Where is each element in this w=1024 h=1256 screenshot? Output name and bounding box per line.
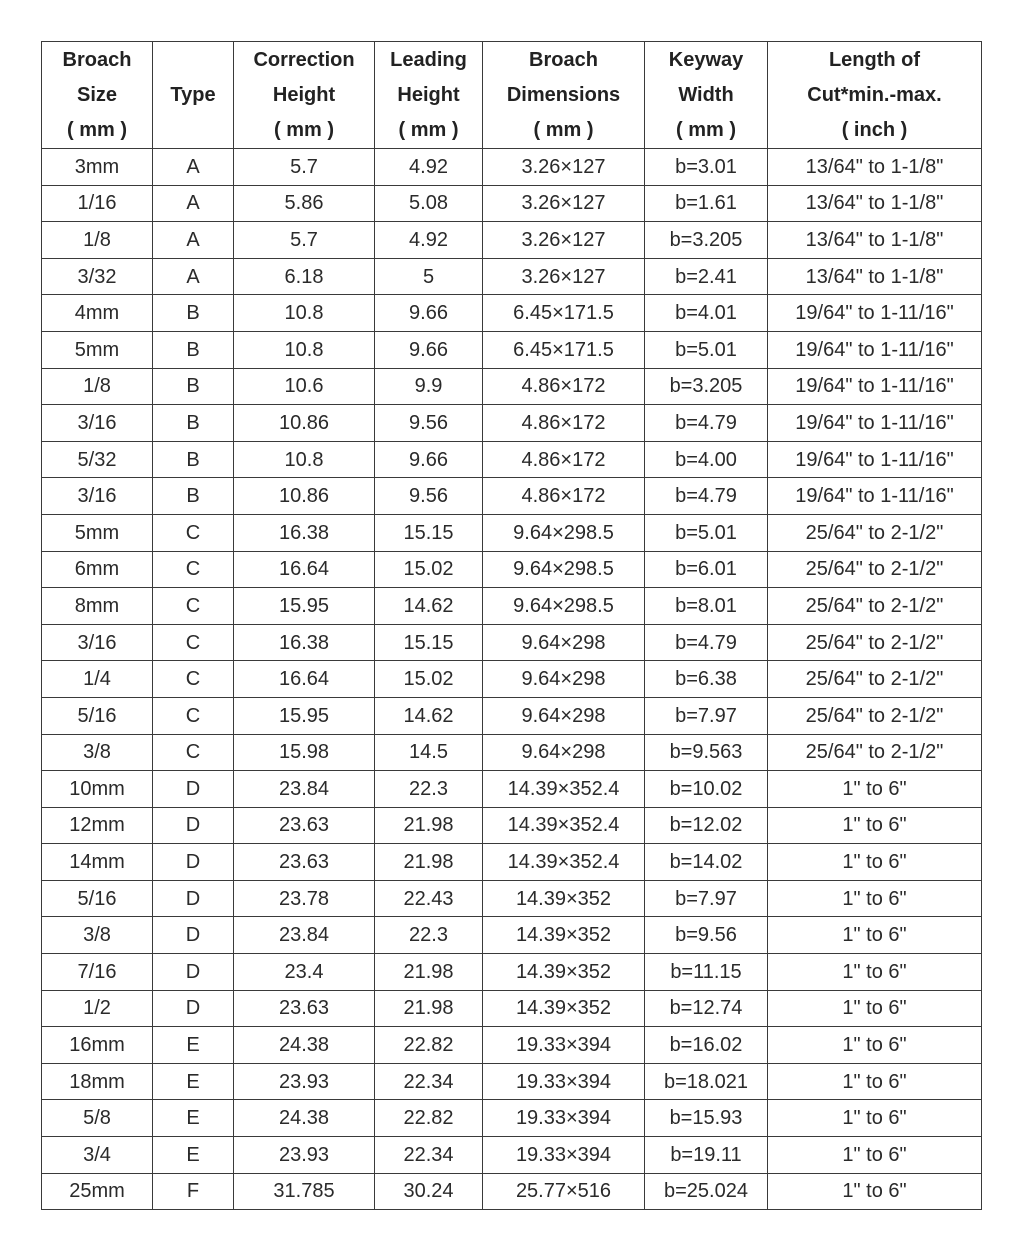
cell-cut: 19/64" to 1-11/16" [768, 478, 982, 515]
column-header-line: ( mm ) [533, 118, 594, 141]
cell-dims: 19.33×394 [483, 1137, 645, 1174]
cell-cut: 1" to 6" [768, 771, 982, 808]
cell-size: 5mm [42, 331, 153, 368]
cell-size: 10mm [42, 771, 153, 808]
column-header-line: Keyway [668, 48, 744, 71]
cell-dims: 9.64×298.5 [483, 588, 645, 625]
cell-correction: 10.8 [234, 331, 375, 368]
cell-leading: 9.9 [375, 368, 483, 405]
cell-type: D [153, 771, 234, 808]
column-header-dims [483, 42, 645, 149]
cell-correction: 16.38 [234, 624, 375, 661]
table-row [42, 185, 982, 222]
cell-keyway: b=15.93 [645, 1100, 768, 1137]
cell-dims: 9.64×298.5 [483, 514, 645, 551]
table-header [42, 42, 982, 149]
cell-cut: 1" to 6" [768, 1063, 982, 1100]
cell-correction: 23.78 [234, 880, 375, 917]
cell-leading: 9.56 [375, 478, 483, 515]
cell-leading: 14.62 [375, 588, 483, 625]
cell-dims: 14.39×352 [483, 990, 645, 1027]
column-header-keyway [645, 42, 768, 149]
cell-leading: 14.62 [375, 697, 483, 734]
column-header-line: Dimensions [506, 83, 621, 106]
cell-dims: 25.77×516 [483, 1173, 645, 1210]
cell-cut: 19/64" to 1-11/16" [768, 331, 982, 368]
cell-dims: 3.26×127 [483, 258, 645, 295]
cell-cut: 25/64" to 2-1/2" [768, 551, 982, 588]
column-header-line: ( inch ) [841, 118, 908, 141]
cell-cut: 25/64" to 2-1/2" [768, 588, 982, 625]
cell-keyway: b=7.97 [645, 880, 768, 917]
cell-size: 1/4 [42, 661, 153, 698]
cell-type: C [153, 661, 234, 698]
cell-size: 3/16 [42, 624, 153, 661]
cell-keyway: b=12.74 [645, 990, 768, 1027]
cell-dims: 3.26×127 [483, 149, 645, 186]
cell-cut: 25/64" to 2-1/2" [768, 514, 982, 551]
cell-type: D [153, 990, 234, 1027]
table-row [42, 295, 982, 332]
cell-keyway: b=12.02 [645, 807, 768, 844]
cell-dims: 14.39×352 [483, 917, 645, 954]
cell-leading: 22.34 [375, 1137, 483, 1174]
cell-type: C [153, 514, 234, 551]
cell-keyway: b=3.205 [645, 368, 768, 405]
cell-size: 25mm [42, 1173, 153, 1210]
cell-type: B [153, 331, 234, 368]
cell-leading: 22.34 [375, 1063, 483, 1100]
cell-keyway: b=6.01 [645, 551, 768, 588]
table-row [42, 405, 982, 442]
cell-size: 1/8 [42, 222, 153, 259]
cell-size: 8mm [42, 588, 153, 625]
cell-size: 4mm [42, 295, 153, 332]
cell-keyway: b=6.38 [645, 661, 768, 698]
column-header-line: Broach [529, 48, 598, 71]
cell-correction: 23.93 [234, 1063, 375, 1100]
cell-correction: 10.86 [234, 405, 375, 442]
table-row [42, 1100, 982, 1137]
cell-type: E [153, 1063, 234, 1100]
table-row [42, 624, 982, 661]
cell-type: B [153, 368, 234, 405]
table-row [42, 588, 982, 625]
table-row [42, 880, 982, 917]
cell-type: A [153, 185, 234, 222]
cell-leading: 21.98 [375, 990, 483, 1027]
cell-leading: 9.56 [375, 405, 483, 442]
column-header-type [153, 42, 234, 149]
cell-type: B [153, 478, 234, 515]
cell-correction: 23.84 [234, 917, 375, 954]
cell-cut: 19/64" to 1-11/16" [768, 405, 982, 442]
cell-correction: 15.98 [234, 734, 375, 771]
cell-cut: 1" to 6" [768, 1173, 982, 1210]
column-header-line: ( mm ) [67, 118, 127, 141]
cell-correction: 24.38 [234, 1027, 375, 1064]
cell-cut: 25/64" to 2-1/2" [768, 624, 982, 661]
cell-keyway: b=4.79 [645, 624, 768, 661]
cell-size: 3/8 [42, 917, 153, 954]
cell-leading: 4.92 [375, 149, 483, 186]
table-row [42, 258, 982, 295]
table-row [42, 661, 982, 698]
cell-dims: 9.64×298 [483, 661, 645, 698]
table-row [42, 149, 982, 186]
table-row [42, 697, 982, 734]
cell-cut: 1" to 6" [768, 807, 982, 844]
cell-correction: 16.64 [234, 551, 375, 588]
cell-dims: 3.26×127 [483, 185, 645, 222]
cell-dims: 14.39×352 [483, 954, 645, 991]
cell-correction: 10.8 [234, 441, 375, 478]
column-header-correction [234, 42, 375, 149]
cell-cut: 1" to 6" [768, 844, 982, 881]
cell-cut: 1" to 6" [768, 880, 982, 917]
cell-leading: 15.15 [375, 624, 483, 661]
cell-cut: 1" to 6" [768, 917, 982, 954]
cell-cut: 1" to 6" [768, 1027, 982, 1064]
cell-type: C [153, 624, 234, 661]
cell-correction: 5.86 [234, 185, 375, 222]
cell-size: 3mm [42, 149, 153, 186]
table-row [42, 1137, 982, 1174]
table-row [42, 917, 982, 954]
cell-leading: 30.24 [375, 1173, 483, 1210]
column-header-line: ( mm ) [398, 118, 459, 141]
cell-size: 5/8 [42, 1100, 153, 1137]
table-row [42, 844, 982, 881]
column-header-size [42, 42, 153, 149]
cell-type: A [153, 222, 234, 259]
cell-type: D [153, 917, 234, 954]
cell-leading: 21.98 [375, 844, 483, 881]
cell-keyway: b=25.024 [645, 1173, 768, 1210]
cell-cut: 19/64" to 1-11/16" [768, 368, 982, 405]
cell-leading: 22.3 [375, 771, 483, 808]
table-row [42, 551, 982, 588]
table-row [42, 771, 982, 808]
cell-keyway: b=2.41 [645, 258, 768, 295]
cell-correction: 16.38 [234, 514, 375, 551]
cell-dims: 4.86×172 [483, 368, 645, 405]
cell-cut: 1" to 6" [768, 1100, 982, 1137]
cell-cut: 1" to 6" [768, 954, 982, 991]
cell-correction: 5.7 [234, 222, 375, 259]
table-row [42, 514, 982, 551]
cell-keyway: b=4.01 [645, 295, 768, 332]
cell-correction: 15.95 [234, 697, 375, 734]
cell-size: 5/16 [42, 880, 153, 917]
cell-dims: 4.86×172 [483, 441, 645, 478]
table-row [42, 222, 982, 259]
cell-keyway: b=8.01 [645, 588, 768, 625]
cell-correction: 23.84 [234, 771, 375, 808]
table-row [42, 1063, 982, 1100]
cell-dims: 9.64×298 [483, 697, 645, 734]
cell-dims: 9.64×298.5 [483, 551, 645, 588]
cell-leading: 22.82 [375, 1027, 483, 1064]
cell-keyway: b=5.01 [645, 331, 768, 368]
cell-dims: 3.26×127 [483, 222, 645, 259]
cell-cut: 25/64" to 2-1/2" [768, 661, 982, 698]
cell-dims: 19.33×394 [483, 1027, 645, 1064]
cell-type: C [153, 551, 234, 588]
cell-cut: 13/64" to 1-1/8" [768, 222, 982, 259]
table-row [42, 1027, 982, 1064]
cell-leading: 5.08 [375, 185, 483, 222]
cell-correction: 6.18 [234, 258, 375, 295]
cell-leading: 21.98 [375, 807, 483, 844]
cell-leading: 22.3 [375, 917, 483, 954]
cell-size: 1/2 [42, 990, 153, 1027]
cell-size: 14mm [42, 844, 153, 881]
cell-leading: 15.02 [375, 551, 483, 588]
column-header-line: Correction [253, 48, 355, 71]
cell-size: 1/16 [42, 185, 153, 222]
cell-type: D [153, 880, 234, 917]
table-row [42, 807, 982, 844]
cell-leading: 22.43 [375, 880, 483, 917]
broach-spec-table [41, 41, 982, 1210]
cell-size: 3/8 [42, 734, 153, 771]
table-row [42, 368, 982, 405]
cell-type: B [153, 405, 234, 442]
cell-keyway: b=14.02 [645, 844, 768, 881]
cell-cut: 13/64" to 1-1/8" [768, 149, 982, 186]
cell-keyway: b=5.01 [645, 514, 768, 551]
cell-size: 1/8 [42, 368, 153, 405]
cell-cut: 1" to 6" [768, 990, 982, 1027]
cell-type: D [153, 844, 234, 881]
cell-keyway: b=11.15 [645, 954, 768, 991]
cell-keyway: b=1.61 [645, 185, 768, 222]
cell-leading: 22.82 [375, 1100, 483, 1137]
cell-dims: 9.64×298 [483, 734, 645, 771]
cell-cut: 13/64" to 1-1/8" [768, 185, 982, 222]
column-header-line: ( mm ) [676, 118, 736, 141]
cell-type: C [153, 734, 234, 771]
cell-keyway: b=9.56 [645, 917, 768, 954]
cell-size: 3/16 [42, 478, 153, 515]
column-header-line: Cut*min.-max. [807, 83, 942, 106]
cell-keyway: b=3.01 [645, 149, 768, 186]
cell-keyway: b=18.021 [645, 1063, 768, 1100]
cell-size: 3/32 [42, 258, 153, 295]
cell-type: F [153, 1173, 234, 1210]
cell-leading: 9.66 [375, 441, 483, 478]
cell-size: 7/16 [42, 954, 153, 991]
column-header-line: Height [397, 83, 460, 106]
cell-dims: 4.86×172 [483, 478, 645, 515]
column-header-line: Leading [390, 48, 467, 71]
cell-keyway: b=19.11 [645, 1137, 768, 1174]
cell-correction: 23.93 [234, 1137, 375, 1174]
cell-correction: 10.8 [234, 295, 375, 332]
cell-correction: 5.7 [234, 149, 375, 186]
table-row [42, 478, 982, 515]
cell-dims: 6.45×171.5 [483, 295, 645, 332]
table-row [42, 331, 982, 368]
cell-size: 5/32 [42, 441, 153, 478]
cell-leading: 9.66 [375, 331, 483, 368]
cell-dims: 14.39×352.4 [483, 771, 645, 808]
column-header-line: ( mm ) [274, 118, 334, 141]
cell-keyway: b=4.79 [645, 405, 768, 442]
cell-dims: 4.86×172 [483, 405, 645, 442]
cell-type: C [153, 697, 234, 734]
cell-type: E [153, 1137, 234, 1174]
cell-type: D [153, 954, 234, 991]
cell-leading: 15.15 [375, 514, 483, 551]
cell-cut: 25/64" to 2-1/2" [768, 697, 982, 734]
cell-size: 5/16 [42, 697, 153, 734]
table-body [42, 149, 982, 1210]
cell-size: 3/4 [42, 1137, 153, 1174]
table-row [42, 990, 982, 1027]
cell-leading: 4.92 [375, 222, 483, 259]
cell-type: B [153, 295, 234, 332]
cell-keyway: b=4.79 [645, 478, 768, 515]
cell-cut: 13/64" to 1-1/8" [768, 258, 982, 295]
cell-correction: 10.86 [234, 478, 375, 515]
cell-cut: 19/64" to 1-11/16" [768, 441, 982, 478]
cell-keyway: b=4.00 [645, 441, 768, 478]
cell-dims: 9.64×298 [483, 624, 645, 661]
cell-dims: 14.39×352.4 [483, 807, 645, 844]
cell-correction: 23.63 [234, 844, 375, 881]
cell-leading: 14.5 [375, 734, 483, 771]
cell-correction: 16.64 [234, 661, 375, 698]
column-header-line: Size [76, 83, 118, 106]
cell-keyway: b=3.205 [645, 222, 768, 259]
cell-dims: 6.45×171.5 [483, 331, 645, 368]
column-header-line: Type [170, 83, 216, 106]
table-row [42, 1173, 982, 1210]
cell-size: 5mm [42, 514, 153, 551]
cell-correction: 15.95 [234, 588, 375, 625]
table-row [42, 954, 982, 991]
cell-size: 6mm [42, 551, 153, 588]
cell-correction: 23.63 [234, 807, 375, 844]
cell-cut: 1" to 6" [768, 1137, 982, 1174]
cell-correction: 31.785 [234, 1173, 375, 1210]
cell-correction: 23.63 [234, 990, 375, 1027]
cell-size: 16mm [42, 1027, 153, 1064]
cell-dims: 19.33×394 [483, 1063, 645, 1100]
cell-type: C [153, 588, 234, 625]
cell-keyway: b=7.97 [645, 697, 768, 734]
cell-size: 18mm [42, 1063, 153, 1100]
cell-size: 12mm [42, 807, 153, 844]
cell-type: B [153, 441, 234, 478]
cell-dims: 14.39×352.4 [483, 844, 645, 881]
cell-correction: 10.6 [234, 368, 375, 405]
cell-cut: 25/64" to 2-1/2" [768, 734, 982, 771]
cell-type: E [153, 1100, 234, 1137]
cell-type: E [153, 1027, 234, 1064]
column-header-line: Broach [62, 48, 132, 71]
cell-leading: 15.02 [375, 661, 483, 698]
cell-dims: 14.39×352 [483, 880, 645, 917]
cell-size: 3/16 [42, 405, 153, 442]
cell-type: A [153, 258, 234, 295]
cell-type: D [153, 807, 234, 844]
table-row [42, 441, 982, 478]
cell-keyway: b=10.02 [645, 771, 768, 808]
cell-correction: 23.4 [234, 954, 375, 991]
cell-leading: 9.66 [375, 295, 483, 332]
cell-dims: 19.33×394 [483, 1100, 645, 1137]
column-header-cut [768, 42, 982, 149]
cell-correction: 24.38 [234, 1100, 375, 1137]
cell-type: A [153, 149, 234, 186]
cell-keyway: b=9.563 [645, 734, 768, 771]
table-row [42, 734, 982, 771]
column-header-leading [375, 42, 483, 149]
column-header-line: Height [272, 83, 336, 106]
cell-leading: 21.98 [375, 954, 483, 991]
cell-leading: 5 [375, 258, 483, 295]
header-row [42, 42, 982, 149]
cell-cut: 19/64" to 1-11/16" [768, 295, 982, 332]
column-header-line: Length of [828, 48, 921, 71]
cell-keyway: b=16.02 [645, 1027, 768, 1064]
column-header-line: Width [678, 83, 734, 106]
